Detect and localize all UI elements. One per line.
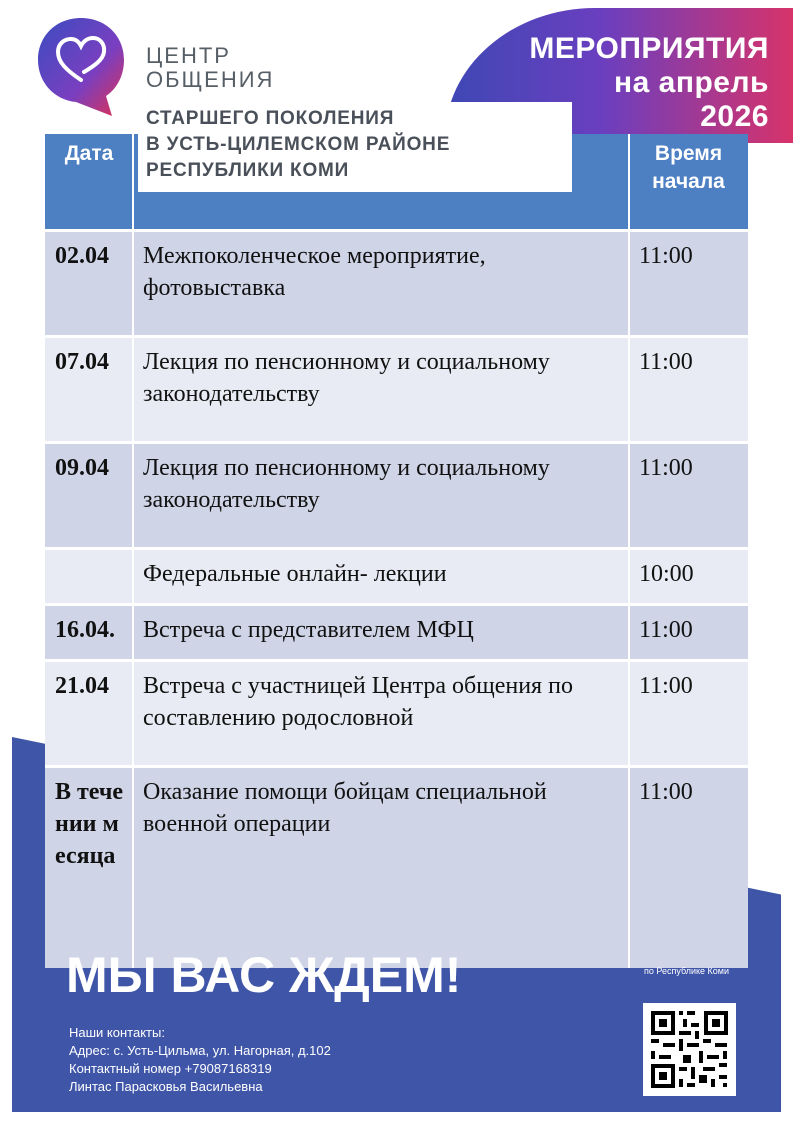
row-date: 07.04 [45, 338, 133, 442]
row-time: 10:00 [629, 550, 748, 604]
row-time: 11:00 [629, 768, 748, 968]
banner-line-3: 2026 [700, 100, 769, 133]
subtitle-line-3: РЕСПУБЛИКИ КОМИ [146, 160, 350, 181]
grid-line [45, 765, 748, 768]
grid-line [132, 134, 134, 968]
row-time: 11:00 [629, 232, 748, 336]
row-event: Оказание помощи бойцам специальной военной операции [133, 768, 629, 968]
logo-wordmark [146, 44, 274, 92]
row-date: 02.04 [45, 232, 133, 336]
contacts-phone: Контактный номер +79087168319 [69, 1061, 272, 1076]
row-date: 21.04 [45, 662, 133, 766]
column-header-time [629, 134, 748, 229]
row-time: 11:00 [629, 606, 748, 660]
qr-code-icon [643, 1003, 736, 1096]
row-event: Встреча с представителем МФЦ [133, 606, 629, 660]
row-time: 11:00 [629, 444, 748, 548]
row-event: Лекция по пенсионному и социальному законодательству [133, 444, 629, 548]
row-event: Федеральные онлайн- лекции [133, 550, 629, 604]
row-date: В течении месяца [45, 768, 133, 968]
contacts-block [69, 1024, 331, 1096]
row-event: Межпоколенческое мероприятие, фотовыставка [133, 232, 629, 336]
row-date [45, 550, 133, 604]
grid-line [628, 134, 630, 968]
row-time: 11:00 [629, 662, 748, 766]
events-table [45, 134, 748, 968]
row-time: 11:00 [629, 338, 748, 442]
banner-line-1: МЕРОПРИЯТИЯ [529, 32, 769, 65]
region-note: по Республике Коми [644, 966, 730, 976]
column-header-time-label: Время начала [652, 142, 725, 193]
grid-line [45, 547, 748, 550]
banner-line-2: на апрель [614, 66, 769, 99]
tagline: МЫ ВАС ЖДЕМ! [66, 947, 462, 1003]
grid-line [45, 229, 748, 232]
grid-line [45, 603, 748, 606]
grid-line [45, 441, 748, 444]
subtitle-box [138, 102, 572, 192]
row-event: Встреча с участницей Центра общения по составлению родословной [133, 662, 629, 766]
logo-line-1: ЦЕНТР [146, 43, 231, 68]
logo-line-2: ОБЩЕНИЯ [146, 67, 275, 92]
grid-line [45, 659, 748, 662]
grid-line [45, 335, 748, 338]
heart-logo-icon [36, 14, 126, 118]
subtitle-line-2: В УСТЬ-ЦИЛЕМСКОМ РАЙОНЕ [146, 134, 451, 155]
contacts-person: Линтас Парасковья Васильевна [69, 1079, 263, 1094]
row-date: 09.04 [45, 444, 133, 548]
contacts-title: Наши контакты: [69, 1025, 165, 1040]
subtitle-line-1: СТАРШЕГО ПОКОЛЕНИЯ [146, 108, 395, 129]
row-event: Лекция по пенсионному и социальному законодательству [133, 338, 629, 442]
column-header-date: Дата [45, 134, 133, 229]
contacts-address: Адрес: с. Усть-Цильма, ул. Нагорная, д.102 [69, 1043, 331, 1058]
row-date: 16.04. [45, 606, 133, 660]
